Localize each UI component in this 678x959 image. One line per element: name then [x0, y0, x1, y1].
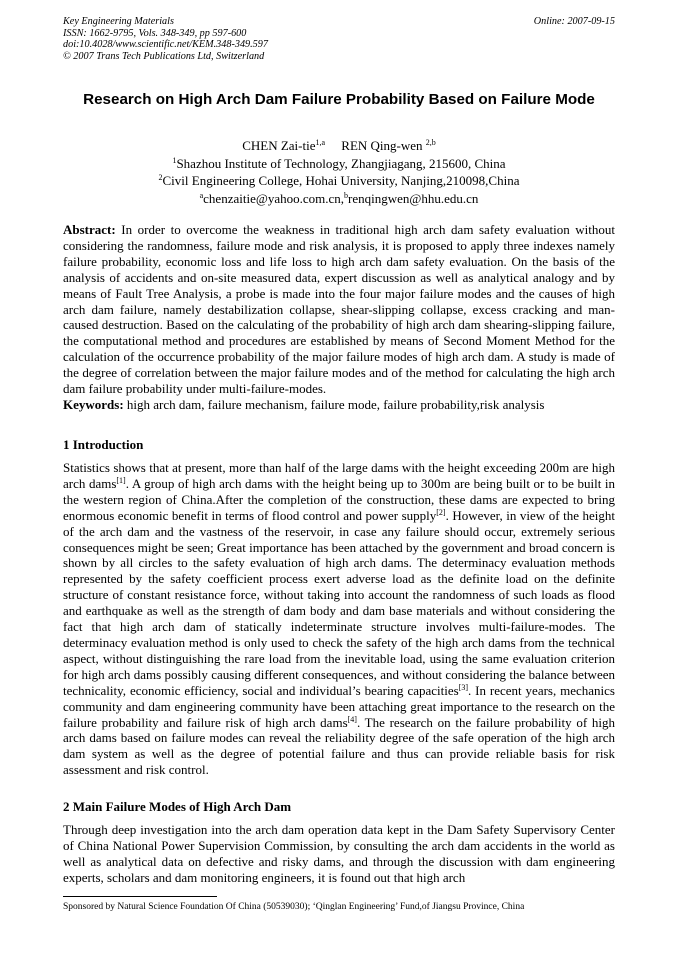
footnote-divider [63, 896, 217, 897]
footnote: Sponsored by Natural Science Foundation Of China (50539030); ‘Qinglan Engineering’ Fund,of Jiangsu Province, China [63, 902, 525, 912]
journal-issn: ISSN: 1662-9795, Vols. 348-349, pp 597-600 [63, 27, 247, 39]
journal-name: Key Engineering Materials [63, 16, 174, 27]
abstract-label: Abstract: [63, 222, 116, 237]
online-date: Online: 2007-09-15 [533, 16, 615, 27]
affiliation-2: $^2$Civil Engineering College, Hohai University, Nanjing,210098,China [158, 173, 520, 188]
keywords-label: Keywords: [63, 396, 124, 412]
section-2-body: Through deep investigation into the arch dam operation data kept in the Dam Safety Supervisory Center of China National Power Supervision Commission, by consulting the arch dam accidents in the world as well as analytical data on defective and risky dams, and through the discussion with dam engineering experts, scholars and dam monitoring engineers, it is found out that high arch [63, 822, 615, 885]
author-2-affil: 2,b [425, 138, 436, 147]
keywords: Keywords: high arch dam, failure mechanism, failure mode, failure probability,risk analysis [63, 396, 545, 412]
abstract [63, 222, 615, 413]
journal-copyright: © 2007 Trans Tech Publications Ltd, Switzerland [63, 50, 265, 62]
paper-title: Research on High Arch Dam Failure Probability Based on Failure Mode [83, 91, 595, 108]
section-1-body: Statistics shows that at present, more than half of the large dams with the height exceeding 200m are high arch dams[1]. A group of high arch dams with the height being up to 300m are being built or to be built in the western region of China.After the completion of the construction, these dams are expected to bring enormous economic benefit in terms of flood control and power supply[2]. However, in view of the height of the arch dam and the vastness of the reservoir, in case any failure should occur, extremely serious consequences might be seen; Great importance has been attached by the government and broad concern is shown by all circles to the safety evaluation of high arch dams. The determinacy evaluation methods represented by the safety coefficient process exert adverse load as the definite load on the definite structure of constant resistance force, without taking into account the randomness of such loads as flood and earthquake as well as the strength of dam body and dam base materials and without considering the fact that high arch dam of statically indeterminate structure involves multi-failure-modes. The determinacy evaluation method is only used to check the safety of the high arch dams from the technical aspect, without distinguishing the rare load from the inevitable load, using the same evaluation criterion for high arch dams possibly causing different consequences, and without considering the balance between technicality, economic efficiency, social and individual’s bearing capacities[3]. In recent years, mechanics community and dam engineering community have been attaching great importance to the research on the failure probability and failure risk of high arch dams[4]. The research on the failure probability of high arch dams based on failure modes can reveal the reliability degree of the safe operation of the high arch dam system as well as the degree of potential failure and thus can provide reliable basis for risk assessment and risk control. [63, 460, 615, 778]
affiliation-1: $^1$Shazhou Institute of Technology, Zhangjiagang, 215600, China [172, 155, 506, 171]
author-block [30, 137, 648, 207]
citation-2: [2] [436, 507, 446, 517]
author-1: CHEN Zai-tie [242, 138, 316, 153]
emails: $^a$chenzaitie@yahoo.com.cn,$^b$renqingwen@hhu.edu.cn [199, 190, 479, 206]
section-2-heading: 2 Main Failure Modes of High Arch Dam [63, 799, 292, 814]
citation-4: [4] [347, 714, 357, 724]
citation-3: [3] [458, 682, 469, 692]
section-1-heading: 1 Introduction [63, 437, 144, 452]
author-line [30, 137, 648, 155]
author-1-affil: 1,a [315, 138, 326, 147]
citation-1: [1] [116, 475, 126, 485]
author-2: REN Qing-wen [341, 138, 423, 153]
journal-doi: doi:10.4028/www.scientific.net/KEM.348-349.597 [63, 39, 268, 50]
abstract-text: Abstract: In order to overcome the weakness in traditional high arch dam safety evaluation without considering the randomness, failure mode and risk analysis, it is proposed to apply three indexes namely failure probability, economic loss and life loss to high arch dam safety evaluation. On the basis of the analysis of accidents and on-site measured data, expert discussion as well as analytical analogy and by means of Fault Tree Analysis, a probe is made into the four major failure modes and the causes of high arch dam failure, namely destabilization collapse, shear-slipping collapse, excess cracking and man-caused destruction. Based on the calculating of the probability of high arch dam shearing-slipping failure, the computational method and procedures are established by means of Second Moment Method for the calculation of the occurrence probability of the major failure modes of high arch dam. A study is made of the degree of correlation between the major failure modes and of the method for calculating the high arch dam failure probability under multi-failure-modes. [63, 222, 615, 397]
journal-header [63, 16, 615, 62]
